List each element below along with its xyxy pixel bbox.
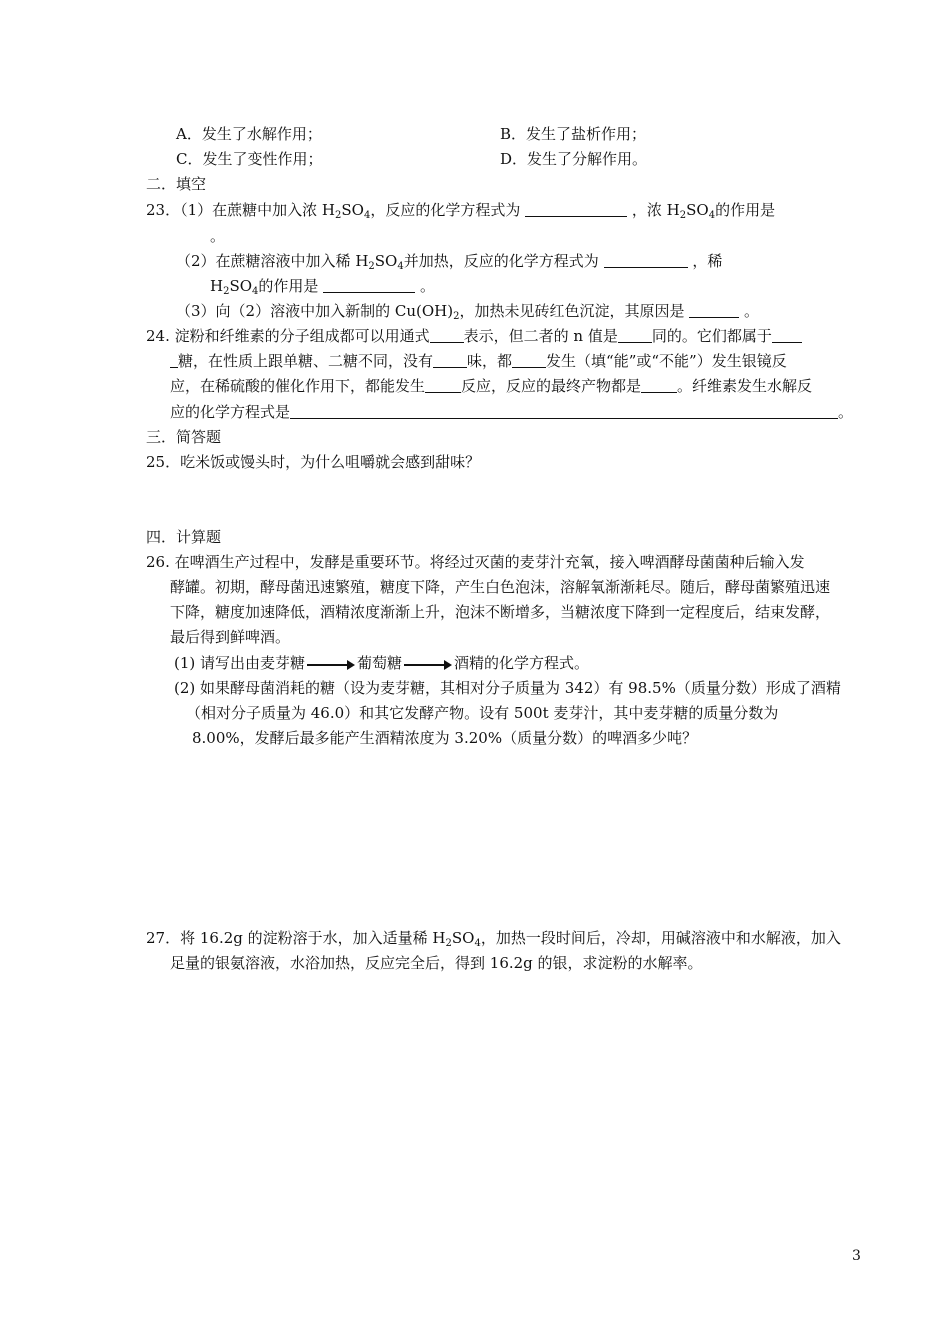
q26-line3: 下降，糖度加速降低，酒精浓度渐渐上升，泡沫不断增多，当糖浓度下降到一定程度后，结束发酵， (170, 603, 831, 621)
answer-blank[interactable] (618, 328, 652, 343)
q27-line1: 27．将 16.2g 的淀粉溶于水，加入适量稀 $H_2SO_4$，加热一段时间后，冷却，用碱溶液中和水解液，加入 (146, 929, 841, 949)
q25-text: 25．吃米饭或馒头时，为什么咀嚼就会感到甜味？ (146, 453, 481, 471)
answer-blank[interactable] (604, 253, 688, 268)
q24-line1: 24. 淀粉和纤维素的分子组成都可以用通式 表示，但二者的 n 值是 同的。它们都属于 (146, 326, 802, 346)
section-title-fill-in: 二．填空 (146, 175, 207, 193)
q23-part3: （3）向（2）溶液中加入新制的 $Cu(OH)_2$，加热未见砖红色沉淀，其原因是 。 (176, 302, 760, 322)
reaction-arrow-icon (307, 656, 355, 668)
option-a: A．发生了水解作用； (176, 125, 322, 143)
answer-blank[interactable] (433, 353, 467, 368)
q24-line2: 糖，在性质上跟单糖、二糖不同，没有 味，都 发生（填“能”或“不能”）发生银镜反 (170, 351, 787, 371)
answer-blank[interactable] (170, 353, 178, 368)
answer-blank[interactable] (512, 353, 546, 368)
option-d: D．发生了分解作用。 (500, 150, 648, 168)
answer-blank[interactable] (290, 404, 838, 419)
q23-part2: （2）在蔗糖溶液中加入稀 $H_2SO_4$并加热，反应的化学方程式为 ，稀 (176, 252, 723, 272)
q24-line3: 应，在稀硫酸的催化作用下，都能发生 反应，反应的最终产物都是 。纤维素发生水解反 (170, 377, 813, 395)
page-number: 3 (852, 1248, 861, 1264)
q26-part2-line1: (2) 如果酵母菌消耗的糖（设为麦芽糖，其相对分子质量为 342）有 98.5%（质量分数）形成了酒精 (174, 679, 841, 697)
q26-part2-line2: （相对分子质量为 46.0）和其它发酵产物。设有 500t 麦芽汁，其中麦芽糖的质量分数为 (186, 704, 779, 722)
answer-blank[interactable] (430, 328, 464, 343)
q23-part1: 23．（1）在蔗糖中加入浓 $H_2SO_4$，反应的化学方程式为 ，浓 $H_2SO_4$的作用是 (146, 201, 776, 221)
q26-line2: 酵罐。初期，酵母菌迅速繁殖，糖度下降，产生白色泡沫，溶解氧渐渐耗尽。随后，酵母菌繁殖迅速 (170, 578, 831, 596)
q23-part2-cont: $H_2SO_4$的作用是 。 (210, 277, 436, 297)
answer-blank[interactable] (689, 303, 739, 318)
answer-blank[interactable] (772, 328, 802, 343)
q26-part2-line3: 8.00%，发酵后最多能产生酒精浓度为 3.20%（质量分数）的啤酒多少吨？ (192, 729, 698, 747)
option-b: B．发生了盐析作用； (500, 125, 647, 143)
q26-line1: 26. 在啤酒生产过程中，发酵是重要环节。将经过灭菌的麦芽汁充氧，接入啤酒酵母菌菌种后输入发 (146, 553, 805, 571)
q23-part1-end: 。 (210, 227, 226, 245)
q26-part1: (1) 请写出由麦芽糖 葡萄糖 酒精的化学方程式。 (174, 654, 590, 672)
option-c: C．发生了变性作用； (176, 150, 323, 168)
q26-line4: 最后得到鲜啤酒。 (170, 628, 291, 646)
answer-blank[interactable] (323, 278, 415, 293)
answer-blank[interactable] (641, 378, 677, 393)
section-title-short-answer: 三．简答题 (146, 428, 222, 446)
answer-blank[interactable] (525, 202, 627, 217)
q27-line2: 足量的银氨溶液，水浴加热，反应完全后，得到 16.2g 的银，求淀粉的水解率。 (170, 954, 703, 972)
answer-blank[interactable] (425, 378, 461, 393)
reaction-arrow-icon (404, 656, 452, 668)
section-title-calculation: 四．计算题 (146, 528, 222, 546)
q24-line4: 应的化学方程式是 。 (170, 403, 854, 421)
